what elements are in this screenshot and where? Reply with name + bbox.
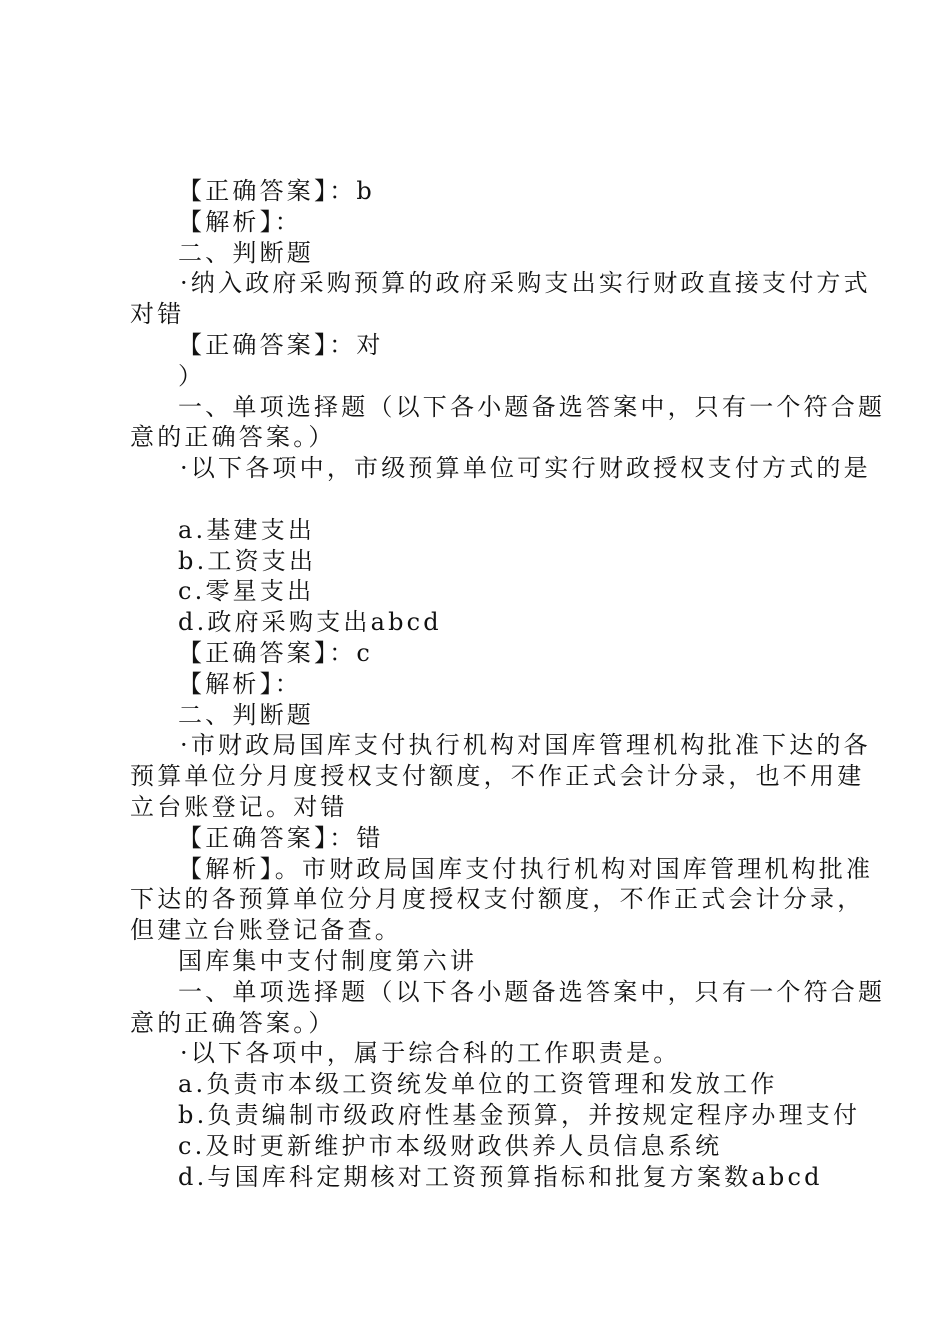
option-a: a.负责市本级工资统发单位的工资管理和发放工作 xyxy=(178,1070,778,1099)
option-b: b.负责编制市级政府性基金预算，并按规定程序办理支付 xyxy=(178,1100,861,1129)
paren-line: ） xyxy=(178,361,206,390)
blank-line xyxy=(130,484,836,515)
analysis-continuation: 下达的各预算单位分月度授权支付额度，不作正式会计分录， xyxy=(130,885,865,914)
option-d: d.与国库科定期核对工资预算指标和批复方案数abcd xyxy=(178,1162,823,1191)
document-body xyxy=(130,176,886,1192)
question-line: ·以下各项中，市级预算单位可实行财政授权支付方式的是 xyxy=(180,454,871,483)
question-continuation: 预算单位分月度授权支付额度，不作正式会计分录，也不用建 xyxy=(130,762,865,791)
analysis-line: 【解析】。市财政局国库支付执行机构对国库管理机构批准 xyxy=(178,854,874,883)
question-continuation: 对错 xyxy=(130,300,185,329)
question-continuation: 立台账登记。对错 xyxy=(130,792,348,821)
section-heading-continuation: 意的正确答案。） xyxy=(130,423,336,452)
option-c: c.零星支出 xyxy=(178,577,315,606)
section-heading: 二、判断题 xyxy=(178,238,314,267)
answer-line: 【正确答案】：对 xyxy=(178,330,384,359)
section-heading: 二、判断题 xyxy=(178,700,314,729)
analysis-continuation: 但建立台账登记备查。 xyxy=(130,916,402,945)
question-line: ·纳入政府采购预算的政府采购支出实行财政直接支付方式 xyxy=(180,269,871,298)
option-b: b.工资支出 xyxy=(178,546,317,575)
analysis-line: 【解析】： xyxy=(178,669,302,698)
section-heading: 一、单项选择题（以下各小题备选答案中，只有一个符合题 xyxy=(178,977,886,1006)
question-line: ·市财政局国库支付执行机构对国库管理机构批准下达的各 xyxy=(180,731,871,760)
answer-line: 【正确答案】：错 xyxy=(178,823,384,852)
option-d: d.政府采购支出abcd xyxy=(178,608,442,637)
section-heading-continuation: 意的正确答案。） xyxy=(130,1008,336,1037)
option-c: c.及时更新维护市本级财政供养人员信息系统 xyxy=(178,1131,723,1160)
answer-line: 【正确答案】：b xyxy=(178,177,375,205)
question-line: ·以下各项中，属于综合科的工作职责是。 xyxy=(180,1039,681,1068)
lecture-title: 国库集中支付制度第六讲 xyxy=(178,946,478,975)
analysis-line: 【解析】： xyxy=(178,207,302,236)
option-a: a.基建支出 xyxy=(178,515,316,544)
section-heading: 一、单项选择题（以下各小题备选答案中，只有一个符合题 xyxy=(178,392,886,421)
answer-line: 【正确答案】：c xyxy=(178,638,374,667)
